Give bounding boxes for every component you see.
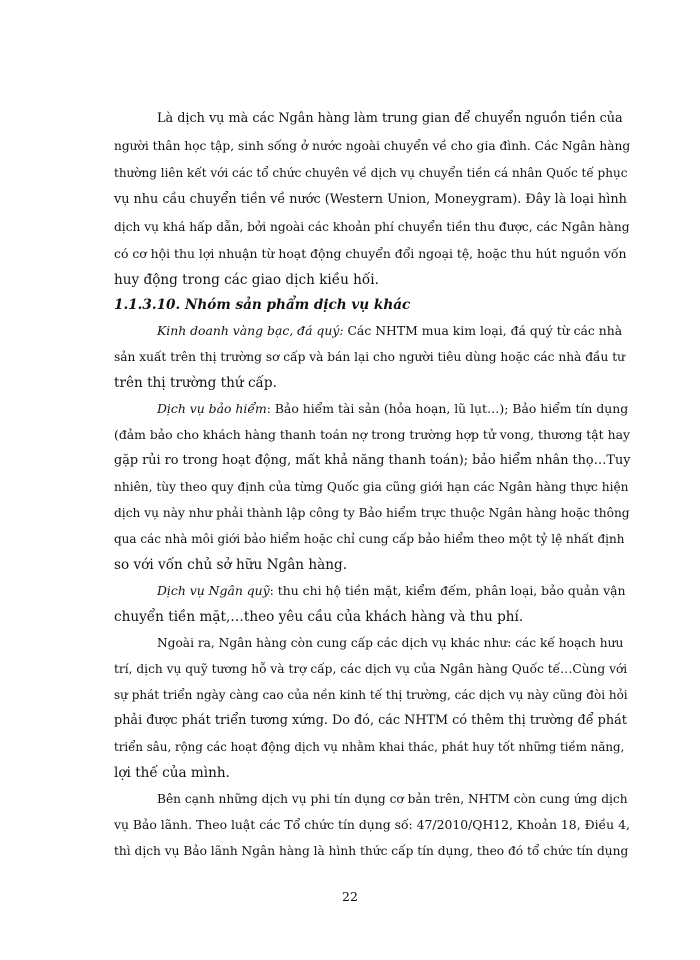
paragraph-line: Ngoài ra, Ngân hàng còn cung cấp các dịch vụ khác như: các kế hoạch hưu: [157, 636, 624, 650]
paragraph-line: vụ nhu cầu chuyển tiền về nước (Western Union, Moneygram). Đây là loại hình: [114, 192, 627, 207]
paragraph-line: so với vốn chủ sở hữu Ngân hàng.: [114, 557, 348, 573]
paragraph-line: trí, dịch vụ quỹ tương hỗ và trợ cấp, các dịch vụ của Ngân hàng Quốc tế…Cùng với: [114, 662, 628, 676]
paragraph-line: người thân học tập, sinh sống ở nước ngoài chuyển về cho gia đình. Các Ngân hàng: [114, 139, 631, 153]
paragraph-first-line: [157, 582, 627, 600]
paragraph-line: nhiên, tùy theo quy định của từng Quốc gia cũng giới hạn các Ngân hàng thực hiện: [114, 480, 629, 494]
paragraph-line: Là dịch vụ mà các Ngân hàng làm trung gian để chuyển nguồn tiền của: [157, 111, 623, 126]
paragraph-text: : thu chi hộ tiền mặt, kiểm đếm, phân loại, bảo quản vận: [269, 583, 626, 598]
paragraph-line: Bên cạnh những dịch vụ phi tín dụng cơ bản trên, NHTM còn cung ứng dịch: [157, 792, 628, 806]
paragraph-line: triển sâu, rộng các hoạt động dịch vụ nhằm khai thác, phát huy tốt những tiềm năng,: [114, 740, 625, 754]
paragraph-line: thường liên kết với các tổ chức chuyên về dịch vụ chuyển tiền cá nhân Quốc tế phục: [114, 166, 628, 180]
paragraph-line: thì dịch vụ Bảo lãnh Ngân hàng là hình thức cấp tín dụng, theo đó tổ chức tín dụng: [114, 844, 629, 858]
paragraph-first-line: [157, 322, 627, 340]
term-label: Kinh doanh vàng bạc, đá quý:: [157, 323, 344, 338]
paragraph-line: gặp rủi ro trong hoạt động, mất khả năng thanh toán); bảo hiểm nhân thọ…Tuy: [114, 453, 631, 468]
page-number: 22: [342, 889, 358, 904]
paragraph-line: phải được phát triển tương xứng. Do đó, các NHTM có thêm thị trường để phát: [114, 713, 627, 728]
paragraph-text: : Bảo hiểm tài sản (hỏa hoạn, lũ lụt…); Bảo hiểm tín dụng: [266, 401, 629, 416]
term-label: Dịch vụ bảo hiểm: [157, 401, 267, 416]
paragraph-first-line: [157, 400, 627, 418]
paragraph-line: vụ Bảo lãnh. Theo luật các Tổ chức tín dụng số: 47/2010/QH12, Khoản 18, Điều 4,: [114, 817, 630, 832]
paragraph-line: có cơ hội thu lợi nhuận từ hoạt động chuyển đổi ngoại tệ, hoặc thu hút nguồn vốn: [114, 246, 627, 261]
term-label: Dịch vụ Ngân quỹ: [157, 583, 270, 598]
paragraph-line: dịch vụ này như phải thành lập công ty Bảo hiểm trực thuộc Ngân hàng hoặc thông: [114, 506, 630, 520]
paragraph-text: Các NHTM mua kim loại, đá quý từ các nhà: [343, 323, 623, 338]
paragraph-line: sự phát triển ngày càng cao của nền kinh tế thị trường, các dịch vụ này cũng đòi hỏi: [114, 688, 628, 702]
paragraph-line: (đảm bảo cho khách hàng thanh toán nợ trong trường hợp tử vong, thương tật hay: [114, 427, 630, 442]
section-heading: 1.1.3.10. Nhóm sản phẩm dịch vụ khác: [114, 297, 411, 313]
paragraph-line: huy động trong các giao dịch kiều hối.: [114, 272, 379, 288]
paragraph-line: dịch vụ khá hấp dẫn, bởi ngoài các khoản phí chuyển tiền thu được, các Ngân hàng: [114, 220, 630, 234]
paragraph-line: trên thị trường thứ cấp.: [114, 375, 277, 391]
paragraph-line: chuyển tiền mặt,…theo yêu cầu của khách hàng và thu phí.: [114, 609, 524, 625]
paragraph-line: sản xuất trên thị trường sơ cấp và bán lại cho người tiêu dùng hoặc các nhà đầu tư: [114, 350, 625, 364]
paragraph-line: lợi thế của mình.: [114, 765, 230, 781]
paragraph-line: qua các nhà môi giới bảo hiểm hoặc chỉ cung cấp bảo hiểm theo một tỷ lệ nhất định: [114, 532, 625, 546]
